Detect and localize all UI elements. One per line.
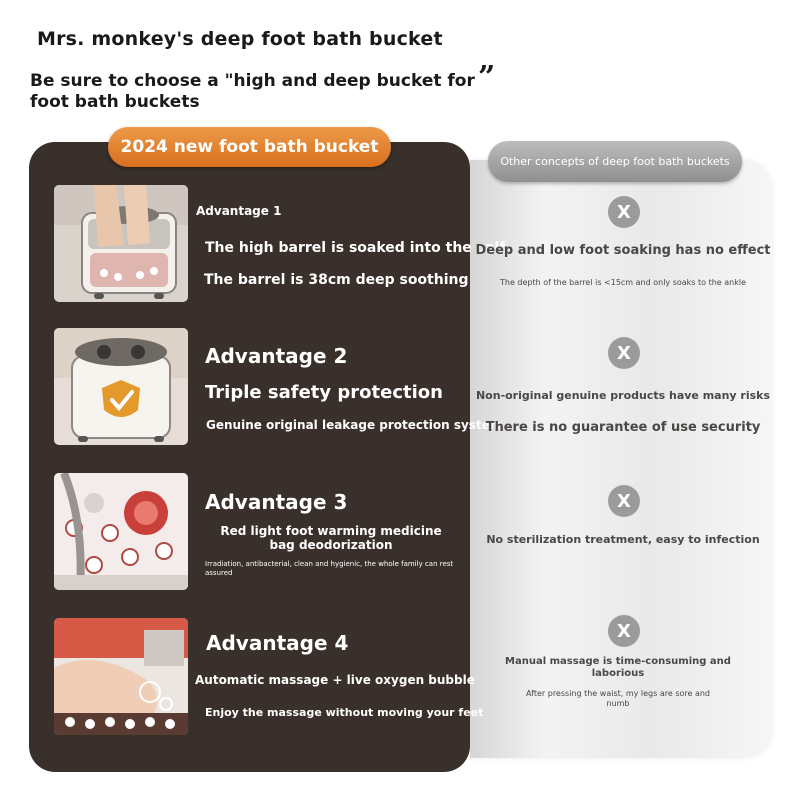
x-icon: X	[608, 337, 640, 369]
concept-2-line-2: There is no guarantee of use security	[485, 420, 761, 435]
new-product-tab: 2024 new foot bath bucket	[108, 127, 391, 167]
oxygen-bubble-massage-image	[54, 618, 188, 735]
advantage-2-line-1: Triple safety protection	[205, 382, 443, 403]
red-light-massage-image	[54, 473, 188, 590]
advantage-1-line-2: The barrel is 38cm deep soothing	[204, 272, 469, 288]
advantage-label-2: Advantage 2	[205, 344, 348, 368]
other-concepts-tab: Other concepts of deep foot bath buckets	[488, 141, 742, 182]
closing-quote: ”	[478, 60, 496, 95]
page-title: Mrs. monkey's deep foot bath bucket	[37, 28, 443, 50]
concept-2-line-1: Non-original genuine products have many risks	[475, 389, 771, 402]
advantage-4-line-1: Automatic massage + live oxygen bubble	[195, 673, 475, 687]
advantage-label-3: Advantage 3	[205, 490, 348, 514]
x-icon: X	[608, 485, 640, 517]
x-icon: X	[608, 615, 640, 647]
concept-1-line-2: The depth of the barrel is <15cm and only soaks to the ankle	[499, 278, 747, 287]
advantage-label-1: Advantage 1	[196, 204, 282, 218]
advantage-3-line-2: Irradiation, antibacterial, clean and hygienic, the whole family can rest assured	[205, 560, 454, 577]
page-subtitle: Be sure to choose a "high and deep bucket for foot bath buckets	[30, 71, 475, 112]
safety-shield-image	[54, 328, 188, 445]
concept-4-line-1: Manual massage is time-consuming and laborious	[505, 656, 731, 679]
concept-1-line-1: Deep and low foot soaking has no effect	[475, 243, 771, 258]
concept-4-line-2: After pressing the waist, my legs are sore and numb	[525, 689, 711, 708]
advantage-4-line-2: Enjoy the massage without moving your feet	[205, 706, 484, 719]
concept-3-line-1: No sterilization treatment, easy to infection	[486, 533, 760, 546]
advantage-1-line-1: The high barrel is soaked into the calf	[205, 240, 506, 256]
foot-bath-calf-image	[54, 185, 188, 302]
advantage-2-line-2: Genuine original leakage protection system	[206, 418, 503, 432]
x-icon: X	[608, 196, 640, 228]
advantage-label-4: Advantage 4	[206, 631, 349, 655]
advantage-3-line-1: Red light foot warming medicine bag deodorization	[220, 524, 442, 552]
